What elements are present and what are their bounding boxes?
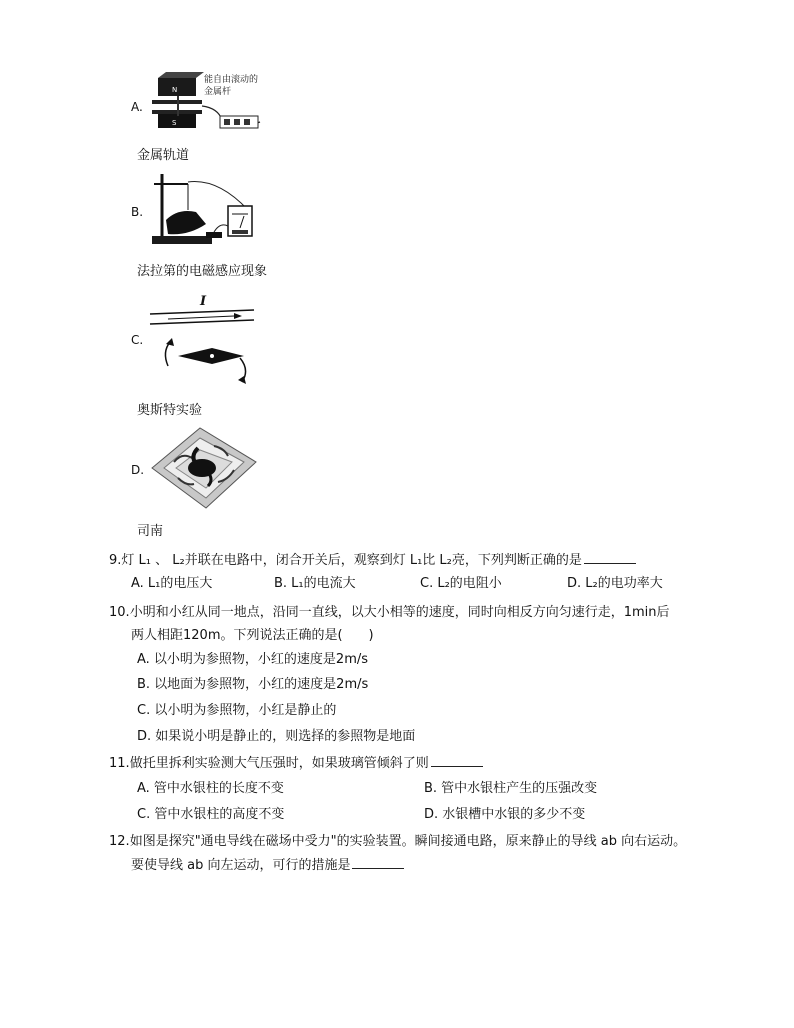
answer-blank[interactable] [352, 867, 404, 869]
oersted-experiment-image [148, 292, 256, 388]
answer-blank[interactable] [584, 562, 636, 564]
question-9-number: 9. [109, 553, 122, 568]
question-10-option-c[interactable]: C. 以小明为参照物，小红是静止的 [137, 703, 337, 718]
question-11-option-a[interactable]: A. 管中水银柱的长度不变 [137, 781, 284, 796]
question-12-text-2: 要使导线 ab 向左运动，可行的措施是 [131, 858, 351, 873]
question-9-option-c[interactable]: C. L₂的电阻小 [420, 576, 502, 591]
question-10-text-1: 小明和小红从同一地点，沿同一直线，以大小相等的速度，同时向相反方向匀速行走，1min后 [129, 605, 670, 620]
answer-blank[interactable] [431, 765, 483, 767]
sinan-compass-icon [148, 422, 260, 514]
sinan-image [148, 422, 260, 514]
question-11-option-b[interactable]: B. 管中水银柱产生的压强改变 [424, 781, 598, 796]
option-d-caption: 司南 [137, 524, 164, 539]
question-9-stem [109, 549, 636, 568]
question-12-stem-line2 [131, 854, 404, 873]
option-b-letter: B. [131, 205, 144, 219]
faraday-apparatus-image [148, 170, 256, 248]
option-a-letter: A. [131, 100, 143, 114]
faraday-induction-apparatus-icon [148, 170, 256, 248]
question-11-stem [109, 752, 483, 771]
current-label: I [200, 294, 207, 309]
question-12-number: 12. [109, 834, 130, 849]
question-10-option-a[interactable]: A. 以小明为参照物，小红的速度是2m/s [137, 652, 369, 667]
option-c-letter: C. [131, 333, 144, 347]
metal-rail-apparatus-image [148, 72, 270, 134]
option-a-caption: 金属轨道 [137, 148, 190, 163]
option-b-caption: 法拉第的电磁感应现象 [137, 264, 268, 279]
question-10-number: 10. [109, 605, 130, 620]
question-10-stem-line2: 两人相距120m。下列说法正确的是( ) [131, 628, 374, 643]
rolling-rod-label: 能自由滚动的金属杆 [204, 75, 259, 97]
question-9-option-d[interactable]: D. L₂的电功率大 [567, 576, 663, 591]
svg-text:S: S [172, 119, 177, 127]
option-d-letter: D. [131, 463, 145, 477]
question-9-option-a[interactable]: A. L₁的电压大 [131, 576, 213, 591]
question-11-option-d[interactable]: D. 水银槽中水银的多少不变 [424, 807, 586, 822]
question-9-option-b[interactable]: B. L₁的电流大 [274, 576, 356, 591]
option-c-caption: 奥斯特实验 [137, 403, 203, 418]
question-11-text: 做托里拆利实验测大气压强时，如果玻璃管倾斜了则 [129, 756, 429, 771]
question-11-option-c[interactable]: C. 管中水银柱的高度不变 [137, 807, 285, 822]
svg-text:N: N [172, 86, 178, 94]
question-12-text-1: 如图是探究"通电导线在磁场中受力"的实验装置。瞬间接通电路，原来静止的导线 ab 向右运动。 [129, 834, 687, 849]
question-10-option-b[interactable]: B. 以地面为参照物，小红的速度是2m/s [137, 677, 369, 692]
question-10-option-d[interactable]: D. 如果说小明是静止的，则选择的参照物是地面 [137, 729, 416, 744]
question-10-stem-line1 [109, 601, 669, 620]
question-9-text: 灯 L₁ 、 L₂并联在电路中，闭合开关后，观察到灯 L₁比 L₂亮，下列判断正确的是 [121, 553, 582, 568]
question-11-number: 11. [109, 756, 130, 771]
question-12-stem-line1 [109, 830, 686, 849]
